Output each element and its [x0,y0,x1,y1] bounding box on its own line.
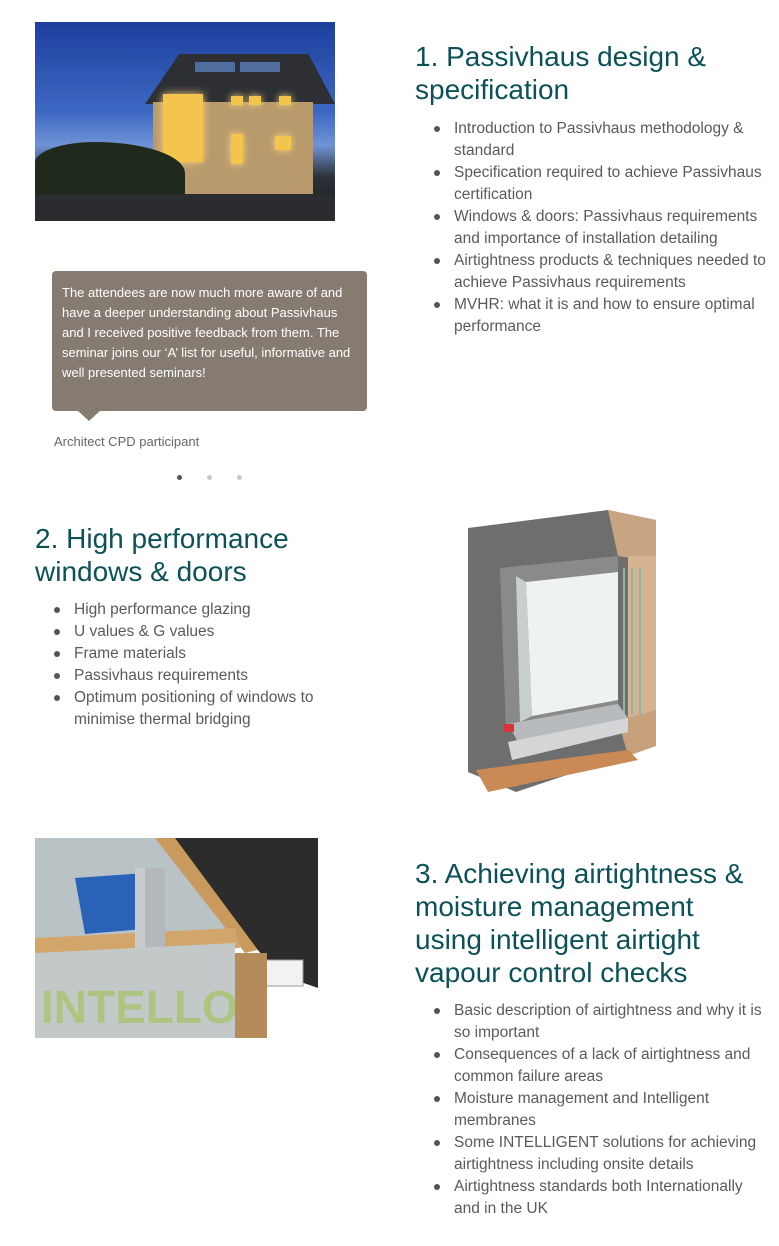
house-photo [35,22,335,221]
section1-list [434,118,769,338]
testimonial-quote [52,271,367,411]
list-item: Specification required to achieve Passivhaus certification [434,162,769,206]
list-item: Optimum positioning of windows to minimise thermal bridging [54,687,354,731]
list-item: Windows & doors: Passivhaus requirements and importance of installation detailing [434,206,769,250]
section2-list [54,599,354,731]
carousel-dot-3[interactable] [237,475,242,480]
list-item: Some INTELLIGENT solutions for achieving airtightness including onsite details [434,1132,769,1176]
lit-window [231,134,243,164]
testimonial-text: The attendees are now much more aware of and have a deeper understanding about Passivhaus and I received positive feedback from them. The seminar joins our ‘A’ list for useful, informative and well presented seminars! [62,285,351,380]
lit-window [249,96,261,105]
solar-panel [240,62,280,72]
list-item: Moisture management and Intelligent membranes [434,1088,769,1132]
solar-panel [195,62,235,72]
roof-brand-text: INTELLO [41,981,238,1033]
list-item: MVHR: what it is and how to ensure optimal performance [434,294,769,338]
road [35,194,335,221]
window-cross-section-icon [468,510,660,792]
list-item: Airtightness products & techniques needed to achieve Passivhaus requirements [434,250,769,294]
lit-window [279,96,291,105]
list-item: High performance glazing [54,599,354,621]
section3-list [434,1000,769,1220]
carousel-dot-1[interactable] [177,475,182,480]
roof-membrane-icon [35,838,318,1038]
list-item: Frame materials [54,643,354,665]
section2-heading: 2. High performance windows & doors [35,523,289,587]
list-item: Basic description of airtightness and why it is so important [434,1000,769,1044]
carousel-dot-2[interactable] [207,475,212,480]
testimonial-author: Architect CPD participant [54,434,200,449]
quote-tail [77,410,101,421]
section1-heading: 1. Passivhaus design & specification [415,41,707,105]
list-item: Consequences of a lack of airtightness and common failure areas [434,1044,769,1088]
lit-window [275,136,291,150]
list-item: Introduction to Passivhaus methodology & standard [434,118,769,162]
list-item: Airtightness standards both Internationally and in the UK [434,1176,769,1220]
lit-window [163,94,203,162]
list-item: U values & G values [54,621,354,643]
lit-window [231,96,243,105]
section3-heading: 3. Achieving airtightness & moisture management using intelligent airtight vapour control checks [415,858,744,988]
list-item: Passivhaus requirements [54,665,354,687]
